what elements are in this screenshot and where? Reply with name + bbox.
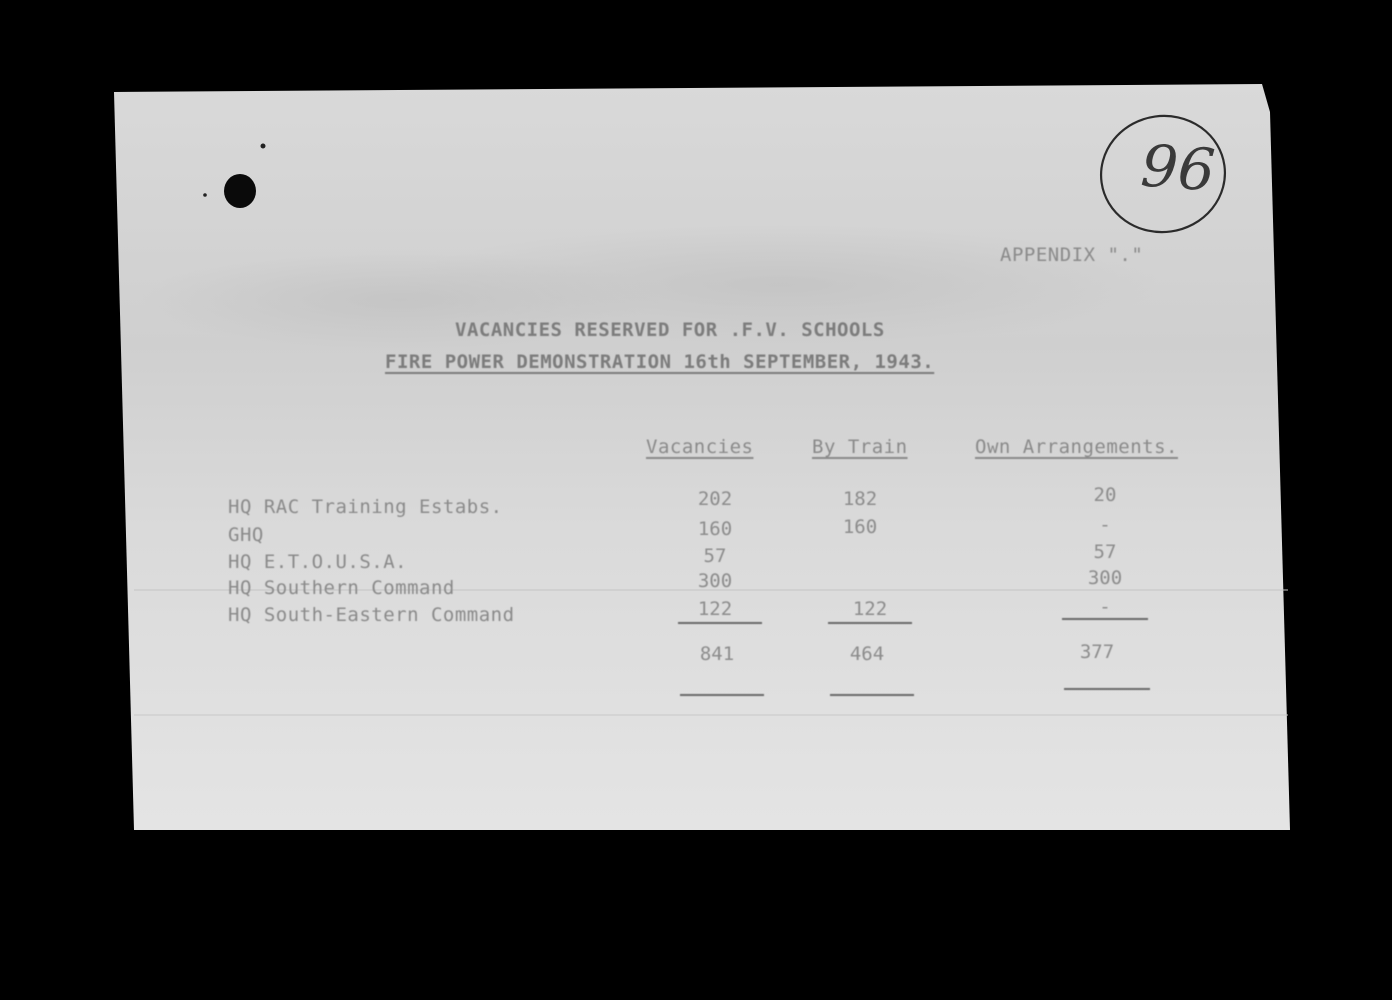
row-label: HQ South-Eastern Command xyxy=(228,604,515,626)
document-subtitle: FIRE POWER DEMONSTRATION 16th SEPTEMBER, 1943. xyxy=(385,351,935,373)
cell-vacancies: 122 xyxy=(697,598,733,620)
total-rule-vacancies xyxy=(680,694,764,696)
cell-by-train: 182 xyxy=(842,488,878,510)
cell-vacancies: 160 xyxy=(697,518,733,540)
appendix-label: APPENDIX "." xyxy=(1000,244,1144,266)
row-label: HQ E.T.O.U.S.A. xyxy=(228,551,408,573)
cell-own: - xyxy=(1099,596,1111,618)
ink-blot xyxy=(224,174,256,208)
cell-vacancies: 202 xyxy=(697,488,733,510)
total-rule-own xyxy=(1064,688,1150,690)
cell-by-train: 122 xyxy=(852,598,888,620)
cell-vacancies: 300 xyxy=(697,570,733,592)
row-label: HQ RAC Training Estabs. xyxy=(228,496,503,518)
column-header-vacancies: Vacancies xyxy=(646,436,754,458)
subtotal-rule-by-train xyxy=(828,622,912,624)
cell-vacancies: 57 xyxy=(703,545,727,567)
subtotal-rule-own xyxy=(1062,618,1148,620)
subtotal-rule-vacancies xyxy=(678,622,762,624)
row-label: HQ Southern Command xyxy=(228,577,455,599)
cell-own: 57 xyxy=(1093,541,1117,563)
cell-by-train: 160 xyxy=(842,516,878,538)
folio-number: 96 xyxy=(1138,131,1218,205)
total-by-train: 464 xyxy=(849,643,885,665)
total-vacancies: 841 xyxy=(699,643,735,665)
cell-own: 300 xyxy=(1087,567,1123,589)
cell-own: 20 xyxy=(1093,484,1117,506)
document-title: VACANCIES RESERVED FOR .F.V. SCHOOLS xyxy=(455,319,885,341)
total-rule-by-train xyxy=(830,694,914,696)
row-label: GHQ xyxy=(228,524,264,546)
total-own: 377 xyxy=(1079,641,1115,663)
column-header-by-train: By Train xyxy=(812,436,908,458)
cell-own: - xyxy=(1099,514,1111,536)
column-header-own-arrangements: Own Arrangements. xyxy=(975,436,1178,458)
